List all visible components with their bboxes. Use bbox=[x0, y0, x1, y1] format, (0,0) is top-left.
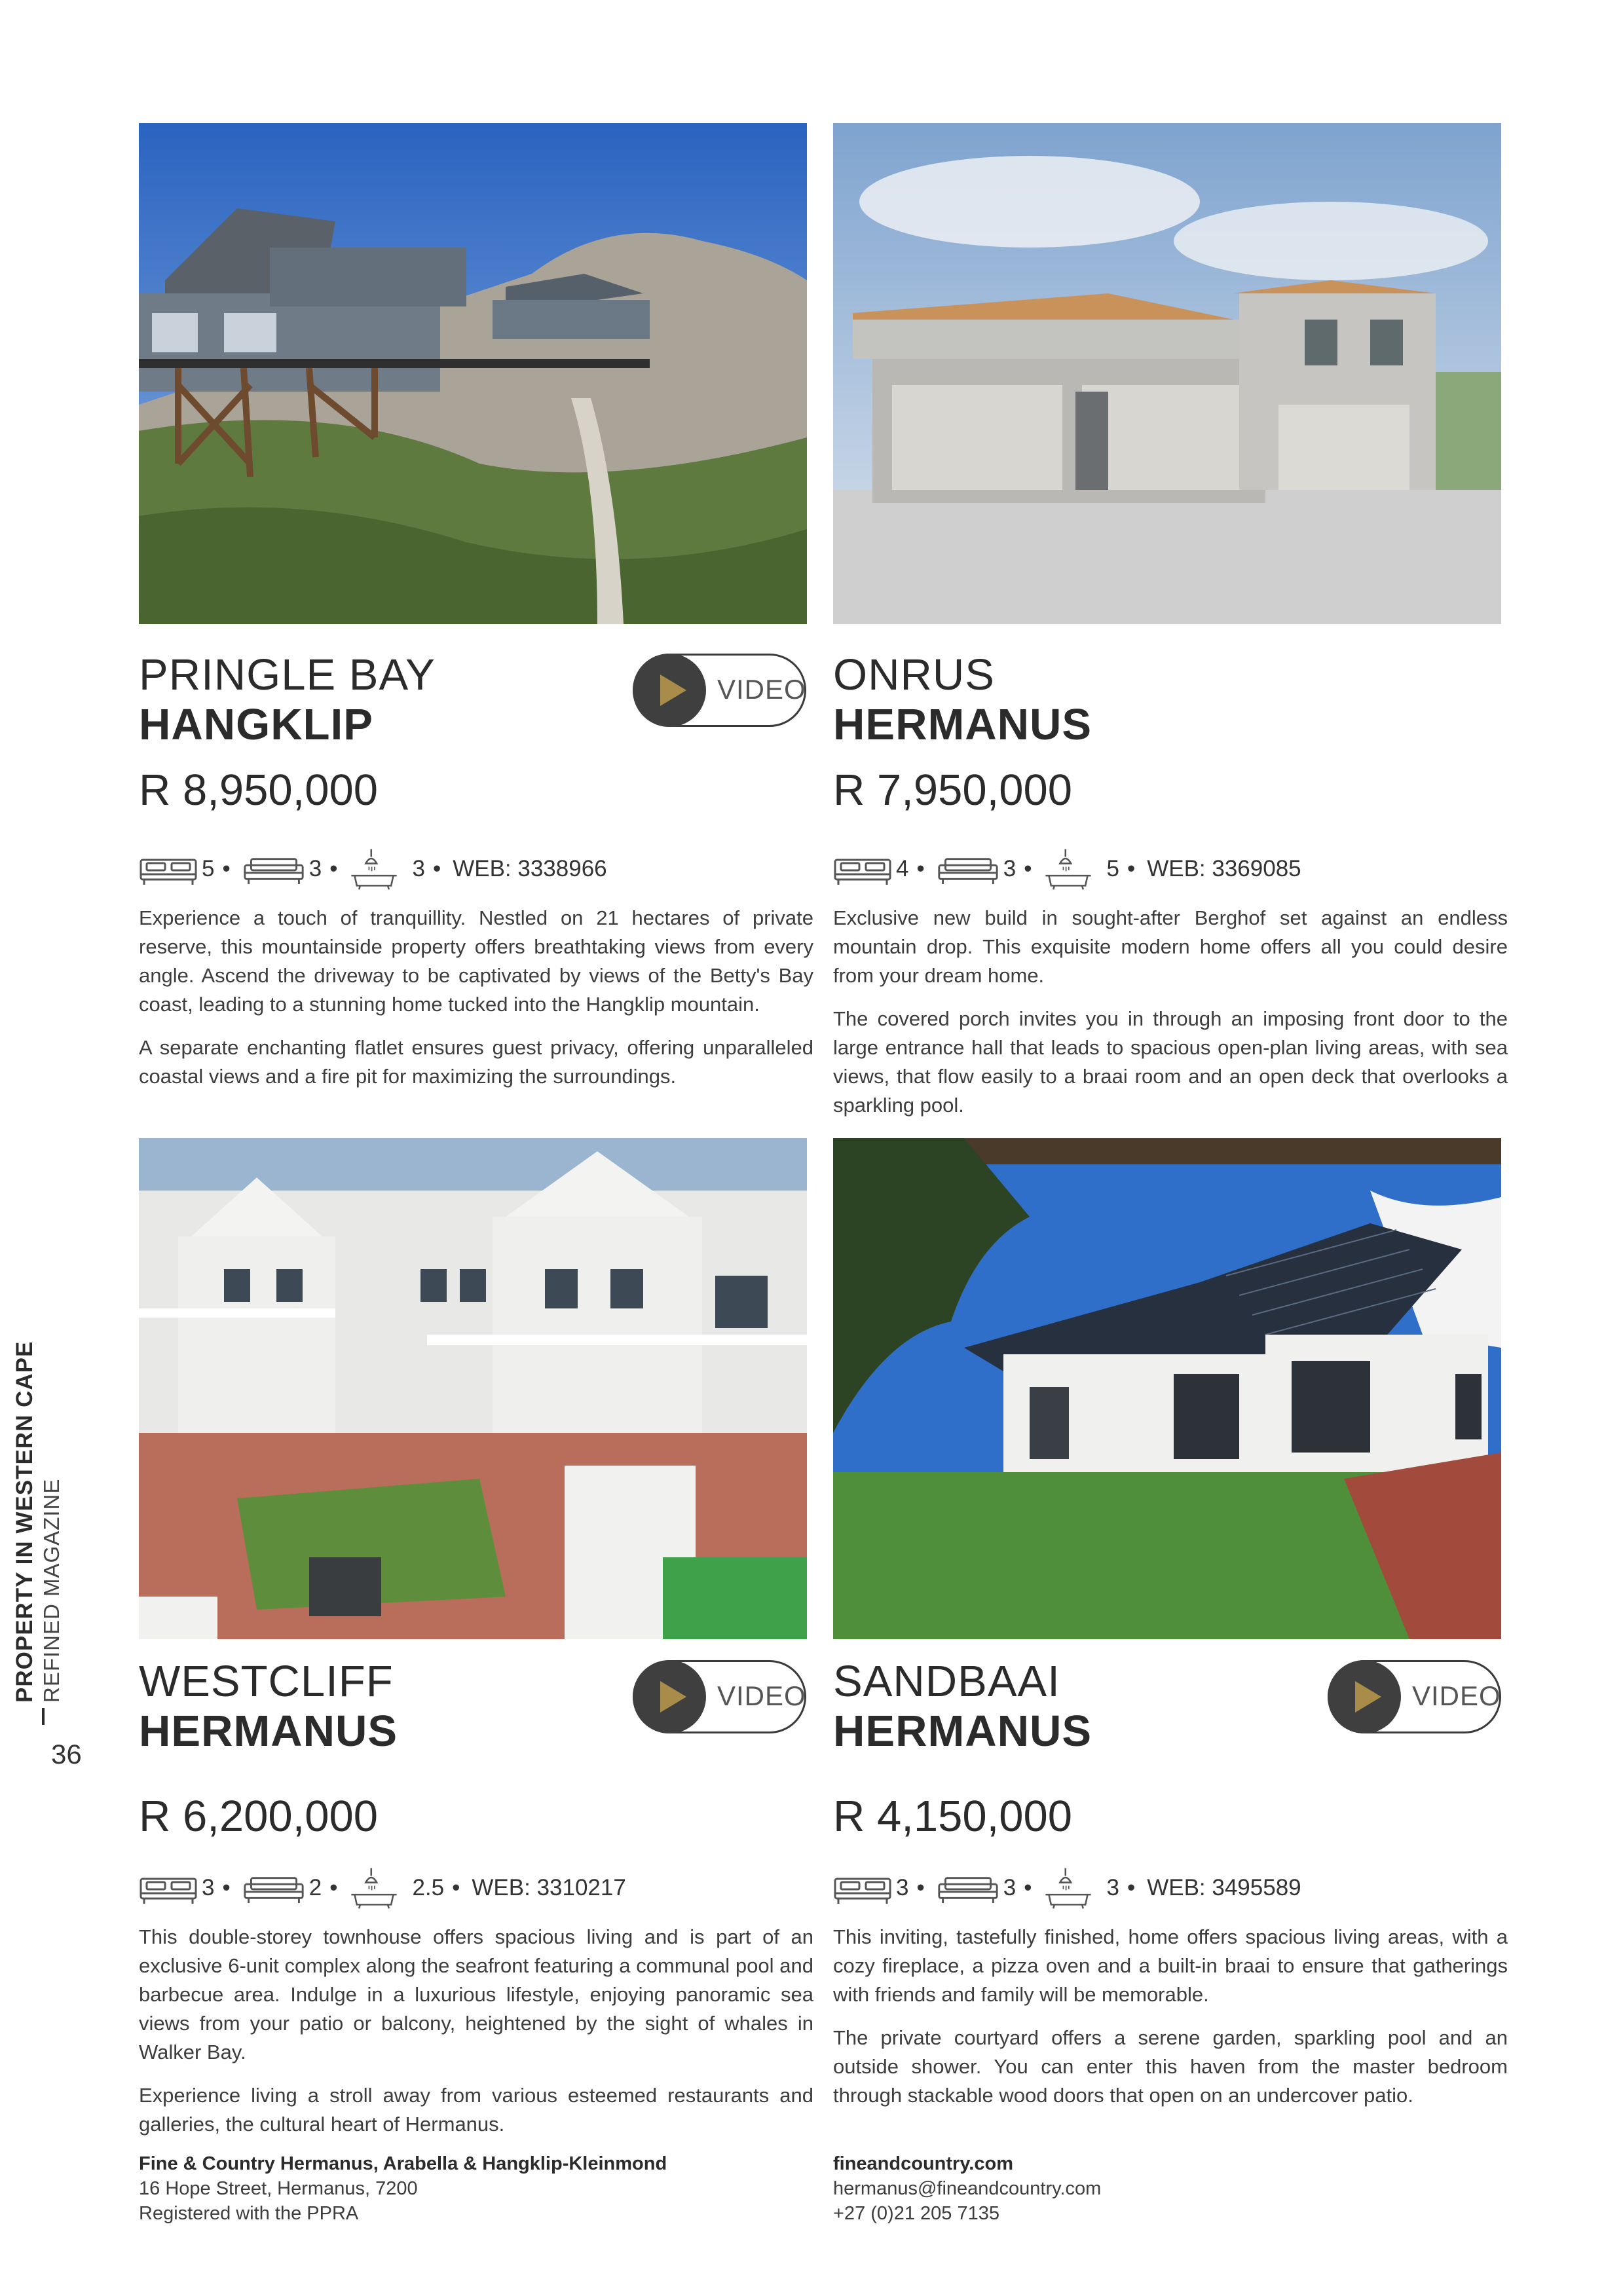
description-paragraph: This inviting, tastefully finished, home offers spacious living areas, with a cozy fireplace, a pizza oven and a built-in braai to ensure that gatherings with friends and family will be memorable. bbox=[833, 1925, 1508, 2006]
listing-description bbox=[833, 904, 1508, 1134]
footer-website-link[interactable]: fineandcountry.com bbox=[833, 2153, 1013, 2174]
listing-specs: 3 • 2 • 2.5 • WEB: 3310217 bbox=[139, 1865, 626, 1911]
listing-town: HERMANUS bbox=[833, 1707, 1092, 1756]
lounges-count: 3 bbox=[308, 856, 322, 881]
listing-title bbox=[139, 1657, 398, 1756]
listing-town: HANGKLIP bbox=[139, 700, 373, 749]
bed-icon bbox=[833, 851, 892, 887]
web-reference: WEB: 3369085 bbox=[1147, 856, 1301, 881]
description-paragraph: This double-storey townhouse offers spacious living and is part of an exclusive 6-unit complex along the seafront featuring a communal pool and barbecue area. Indulge in a luxurious lifestyle, enjoying panoramic sea views from your patio or balcony, heightened by the sight of whales in Walker Bay. bbox=[139, 1925, 813, 2064]
description-paragraph: The private courtyard offers a serene garden, sparkling pool and an outside shower. You can enter this haven from the master bedroom through stackable wood doors that open on an undercover patio. bbox=[833, 2026, 1508, 2107]
side-magazine-label bbox=[12, 1336, 90, 1729]
footer-contact-block bbox=[833, 2151, 1101, 2226]
beds-count: 3 bbox=[896, 1875, 909, 1900]
video-label: VIDEO bbox=[717, 1680, 806, 1711]
listing-photo-sandbaai bbox=[833, 1138, 1501, 1639]
listing-town: HERMANUS bbox=[833, 700, 1092, 749]
play-icon bbox=[633, 654, 706, 727]
side-subtitle: REFINED MAGAZINE bbox=[39, 1478, 64, 1703]
sofa-icon bbox=[242, 1870, 305, 1906]
video-button[interactable] bbox=[633, 1660, 806, 1733]
description-paragraph: Experience a touch of tranquillity. Nestled on 21 hectares of private reserve, this mountainside property offers breathtaking views from every angle. Ascend the driveway to be captivated by views of the Betty's Bay coast, leading to a stunning home tucked into the Hangklip mountain. bbox=[139, 906, 813, 1016]
footer-address: 16 Hope Street, Hermanus, 7200 bbox=[139, 2178, 418, 2199]
listing-specs: 5 • 3 • 3 • WEB: 3338966 bbox=[139, 846, 607, 892]
listing-specs: 4 • 3 • 5 • WEB: 3369085 bbox=[833, 846, 1301, 892]
web-reference: WEB: 3338966 bbox=[453, 856, 607, 881]
listing-price: R 8,950,000 bbox=[139, 766, 379, 815]
footer-registered: Registered with the PPRA bbox=[139, 2203, 359, 2224]
listing-area: WESTCLIFF bbox=[139, 1657, 394, 1706]
bed-icon bbox=[139, 851, 198, 887]
listing-area: PRINGLE BAY bbox=[139, 650, 436, 699]
bath-icon bbox=[349, 847, 399, 891]
bath-icon bbox=[349, 1866, 399, 1910]
listing-photo-westcliff bbox=[139, 1138, 807, 1639]
description-paragraph: A separate enchanting flatlet ensures guest privacy, offering unparalleled coastal views and a fire pit for maximizing the surroundings. bbox=[139, 1036, 813, 1088]
lounges-count: 3 bbox=[1003, 1875, 1017, 1900]
listing-area: SANDBAAI bbox=[833, 1657, 1060, 1706]
lounges-count: 3 bbox=[1003, 856, 1017, 881]
listing-photo-pringle-bay bbox=[139, 123, 807, 624]
description-paragraph: The covered porch invites you in through an imposing front door to the large entrance hall that leads to spacious open-plan living areas, with sea views, that flow easily to a braai room and an open deck that overlooks a sparkling pool. bbox=[833, 1007, 1508, 1117]
listing-town: HERMANUS bbox=[139, 1707, 398, 1756]
listing-photo-onrus bbox=[833, 123, 1501, 624]
page-number: 36 bbox=[51, 1739, 82, 1769]
video-button[interactable] bbox=[633, 654, 806, 727]
web-reference: WEB: 3310217 bbox=[472, 1875, 626, 1900]
video-label: VIDEO bbox=[1412, 1680, 1501, 1711]
beds-count: 4 bbox=[896, 856, 909, 881]
listing-title bbox=[833, 1657, 1092, 1756]
lounges-count: 2 bbox=[308, 1875, 322, 1900]
bed-icon bbox=[833, 1870, 892, 1906]
baths-count: 3 bbox=[412, 856, 425, 881]
beds-count: 3 bbox=[202, 1875, 215, 1900]
footer-phone: +27 (0)21 205 7135 bbox=[833, 2203, 999, 2224]
baths-count: 5 bbox=[1106, 856, 1119, 881]
listing-title bbox=[833, 650, 1092, 750]
sofa-icon bbox=[242, 851, 305, 887]
sofa-icon bbox=[937, 1870, 999, 1906]
listing-specs: 3 • 3 • 3 • WEB: 3495589 bbox=[833, 1865, 1301, 1911]
description-paragraph: Exclusive new build in sought-after Berghof set against an endless mountain drop. This exquisite modern home offers all you could desire from your dream home. bbox=[833, 906, 1508, 987]
listing-price: R 4,150,000 bbox=[833, 1792, 1073, 1841]
baths-count: 2.5 bbox=[412, 1875, 445, 1900]
sofa-icon bbox=[937, 851, 999, 887]
footer-email-link[interactable]: hermanus@fineandcountry.com bbox=[833, 2178, 1102, 2199]
video-label: VIDEO bbox=[717, 674, 806, 705]
footer-agency: Fine & Country Hermanus, Arabella & Hangklip-Kleinmond bbox=[139, 2153, 667, 2174]
listing-description bbox=[139, 904, 813, 1105]
footer-agency-block bbox=[139, 2151, 667, 2226]
play-icon bbox=[1328, 1660, 1401, 1733]
description-paragraph: Experience living a stroll away from various esteemed restaurants and galleries, the cultural heart of Hermanus. bbox=[139, 2084, 813, 2136]
bath-icon bbox=[1043, 847, 1093, 891]
page-divider bbox=[42, 1708, 45, 1725]
side-title: PROPERTY IN WESTERN CAPE bbox=[12, 1341, 37, 1703]
beds-count: 5 bbox=[202, 856, 215, 881]
listing-description bbox=[139, 1923, 813, 2153]
web-reference: WEB: 3495589 bbox=[1147, 1875, 1301, 1900]
video-button[interactable] bbox=[1328, 1660, 1501, 1733]
bath-icon bbox=[1043, 1866, 1093, 1910]
baths-count: 3 bbox=[1106, 1875, 1119, 1900]
listing-price: R 7,950,000 bbox=[833, 766, 1073, 815]
listing-price: R 6,200,000 bbox=[139, 1792, 379, 1841]
listing-title bbox=[139, 650, 436, 750]
play-icon bbox=[633, 1660, 706, 1733]
bed-icon bbox=[139, 1870, 198, 1906]
listing-area: ONRUS bbox=[833, 650, 995, 699]
listing-description bbox=[833, 1923, 1508, 2124]
